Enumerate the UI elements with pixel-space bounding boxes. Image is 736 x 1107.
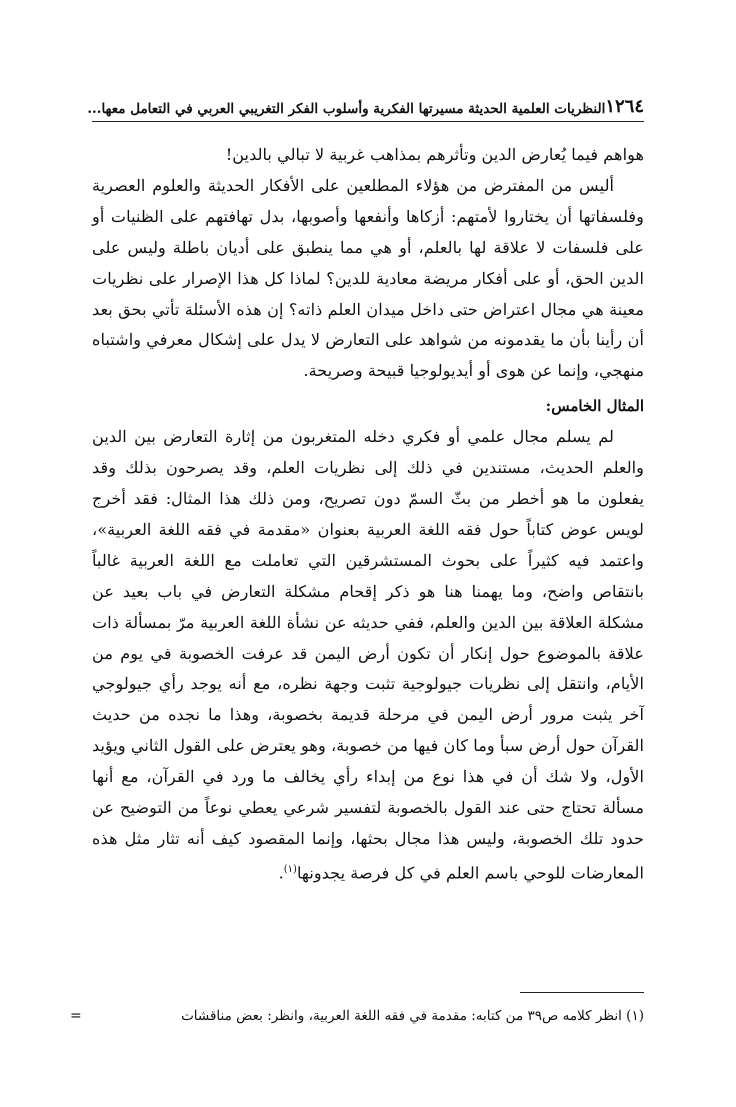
footnote-continuation-mark: = [70, 1008, 82, 1024]
running-title: النظريات العلمية الحديثة مسيرتها الفكرية وأسلوب الفكر التغريبي العربي في التعامل معها... [87, 101, 606, 117]
section-heading: المثال الخامس: [545, 397, 644, 416]
footnote [70, 1008, 644, 1024]
paragraph-3-text: لم يسلم مجال علمي أو فكري دخله المتغربون من إثارة التعارض بين الدين والعلم الحديث، مستندين في ذلك إلى نظريات العلم، وقد يصرحون بذلك وقد يفعلون ما هو أخطر من بثّ السمّ دون تصريح، ومن ذلك هذا المثال: فقد أخرج لويس عوض كتاباً حول فقه اللغة العربية بعنوان «مقدمة في فقه اللغة العربية»، واعتمد فيه كثيراً على بحوث المستشرقين التي تعاملت مع اللغة العربية غالباً بانتقاص واضح، وما يهمنا هنا هو ذكر إقحام مشكلة التعارض في باب بعيد عن مشكلة العلاقة بين الدين والعلم، ففي حديثه عن نشأة اللغة العربية مرّ بمسألة ذات علاقة بالموضوع حول إنكار أن تكون أرض اليمن قد عرفت الخصوبة في يوم من الأيام، وانتقل إلى نظريات جيولوجية تثبت وجهة نظره، مع أنه يوجد رأي جيولوجي آخر يثبت مرور أرض اليمن في مرحلة قديمة بخصوبة، وهذا ما نجده من حديث القرآن حول أرض سبأ وما كان فيها من خصوبة، وهو يعترض على القول الثاني ويؤيد الأول، ولا شك أن في هذا نوع من إبداء رأي يخالف ما ورد في القرآن، مع أنها مسألة تحتاج حتى عند القول بالخصوبة لتفسير شرعي يعطي نوعاً من التوضيح عن حدود تلك الخصوبة، وليس هذا مجال بحثها، وإنما المقصود كيف أنه تثار مثل هذه المعارضات للوحي باسم العلم في كل فرصة يجدونها [92, 427, 644, 883]
paragraph-3-end: . [278, 863, 284, 883]
paragraph-2: أليس من المفترض من هؤلاء المطلعين على الأفكار الحديثة والعلوم العصرية وفلسفاتها أن يختاروا لأمتهم: أزكاها وأنفعها وأصوبها، بدل تهافتهم على الظنيات أو على فلسفات لا علاقة لها بالعلم، أو هي مما ينطبق على أديان باطلة وليس على الدين الحق، أو على أفكار مريضة معادية للدين؟ لماذا كل هذا الإصرار على نظريات معينة هي مجال اعتراض حتى داخل ميدان العلم ذاته؟ إن هذه الأسئلة تأتي بحق بعد أن رأينا بأن ما يقدمونه من شواهد على التعارض لا يدل على إشكال معرفي واشتباه منهجي، وإنما عن هوى أو أيديولوجيا قبيحة وصريحة. [92, 175, 644, 381]
body-text [92, 140, 644, 889]
paragraph-3 [92, 422, 644, 889]
running-header [87, 88, 644, 122]
footnote-reference[interactable]: (١) [283, 863, 297, 875]
paragraph-1: هواهم فيما يُعارض الدين وتأثرهم بمذاهب غربية لا تبالي بالدين! [225, 145, 644, 164]
page-number: ١٢٦٤ [605, 96, 644, 117]
footnote-divider [520, 992, 644, 993]
footnote-text: (١) انظر كلامه ص٣٩ من كتابه: مقدمة في فقه اللغة العربية، وانظر: بعض مناقشات [181, 1008, 644, 1024]
